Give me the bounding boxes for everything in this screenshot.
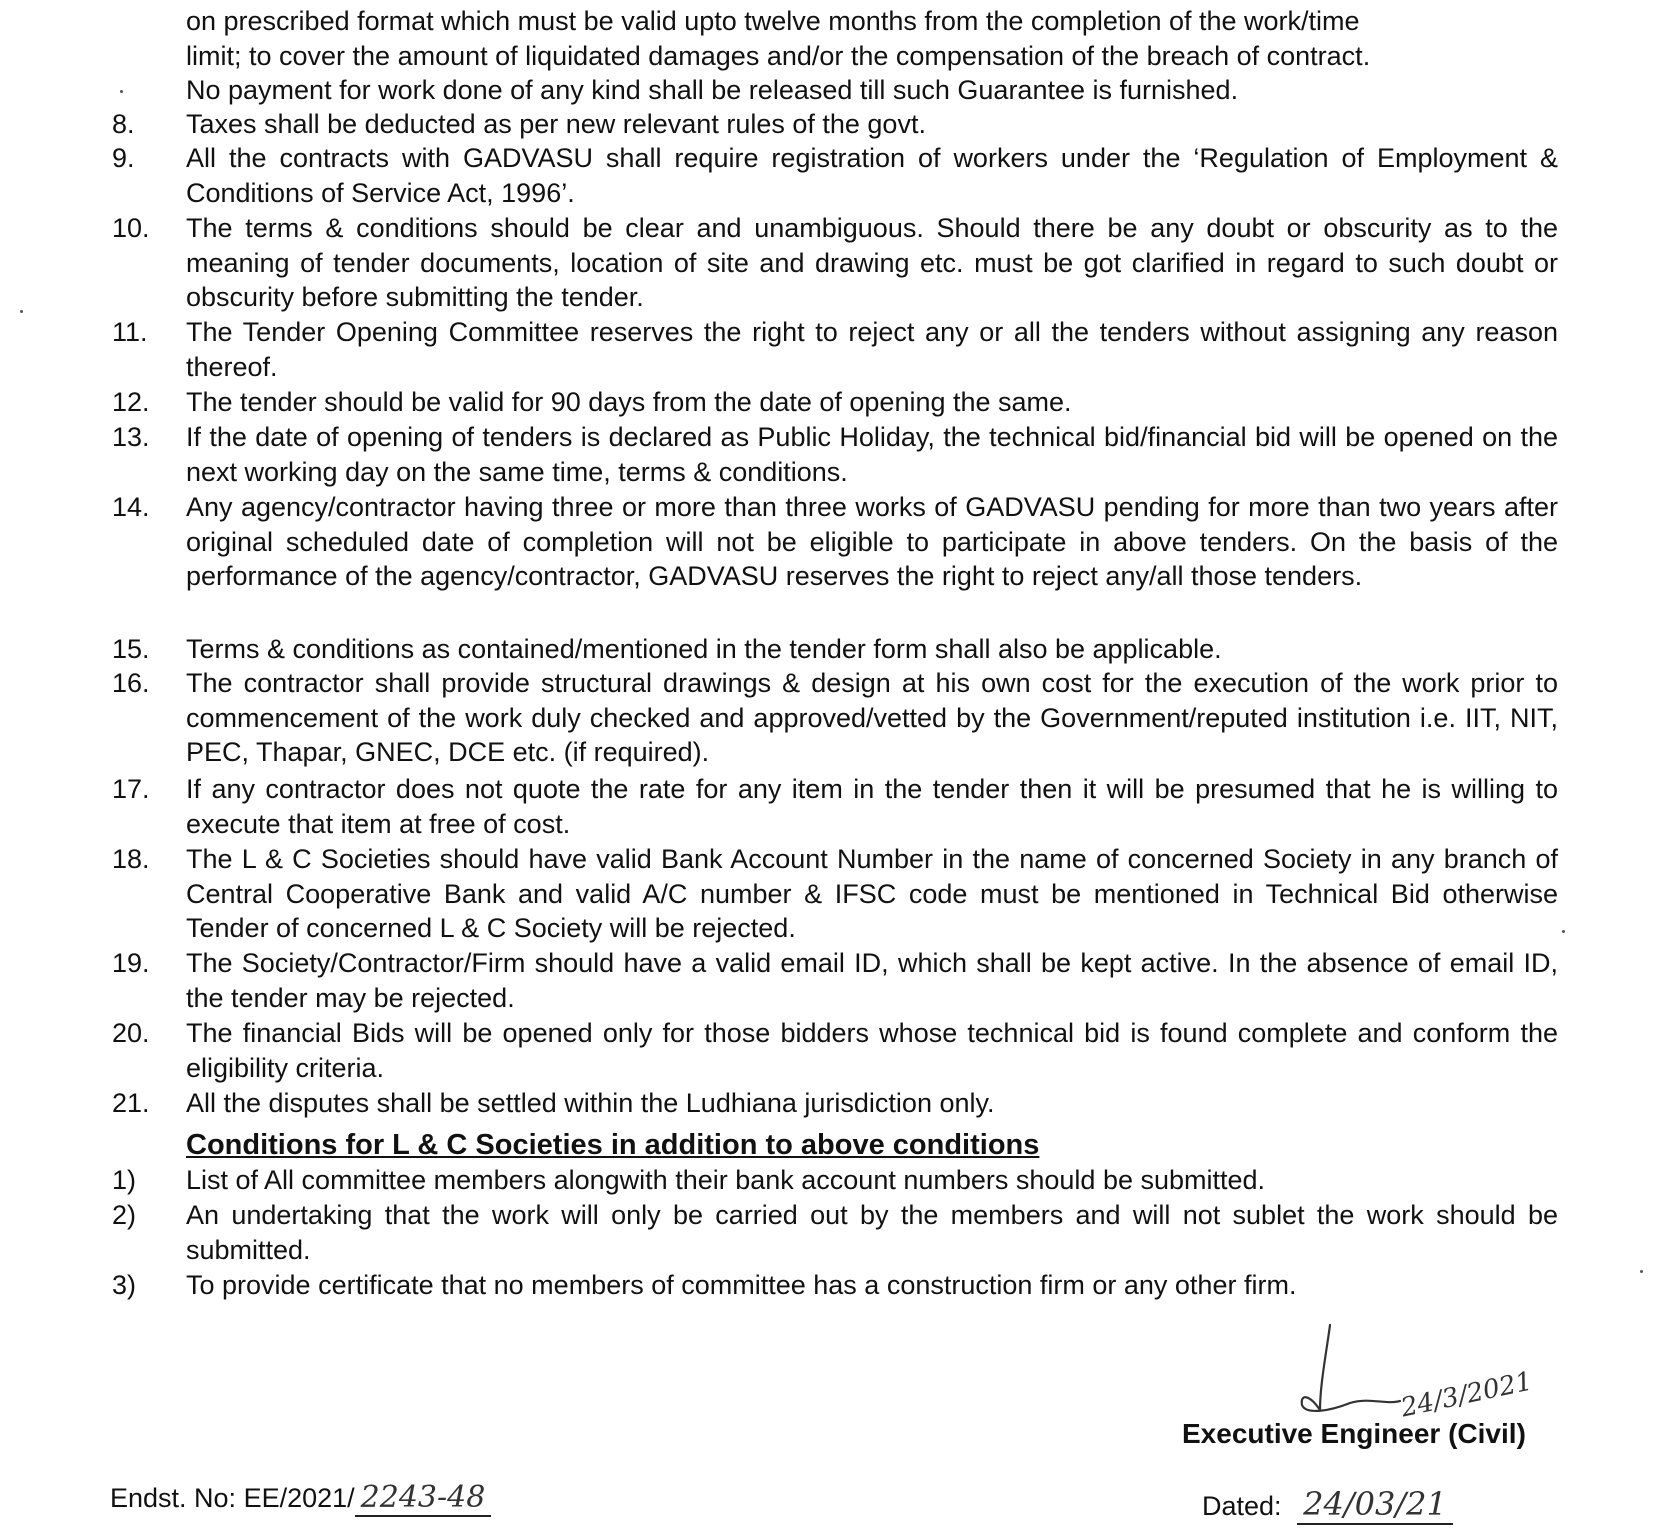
condition-number: 1) xyxy=(112,1165,137,1195)
clause-text: The financial Bids will be opened only for those bidders whose technical bid is found complete and conform the eligibility criteria. xyxy=(186,1018,1558,1083)
clause-number: 17. xyxy=(112,774,150,804)
clause-text: Terms & conditions as contained/mentioned in the tender form shall also be applicable. xyxy=(186,634,1222,664)
clause-text: The Tender Opening Committee reserves the right to reject any or all the tenders without assigning any reason thereof. xyxy=(186,317,1558,382)
clause-number: 8. xyxy=(112,109,135,139)
clause-text: The L & C Societies should have valid Bank Account Number in the name of concerned Society in any branch of Central Cooperative Bank and valid A/C number & IFSC code must be mentioned in Technical Bid otherwise Tender of concerned L & C Society will be rejected. xyxy=(186,844,1558,943)
clause-number: 21. xyxy=(112,1088,150,1118)
signature-date: 24/3/2021 xyxy=(1398,1366,1535,1424)
clause-text: Taxes shall be deducted as per new relevant rules of the govt. xyxy=(186,109,926,139)
dated-field xyxy=(1202,1485,1453,1525)
clause-number: 18. xyxy=(112,844,150,874)
condition-text: List of All committee members alongwith their bank account numbers should be submitted. xyxy=(186,1165,1266,1195)
dated-handwritten-date: 24/03/21 xyxy=(1297,1485,1453,1525)
clause-number: 16. xyxy=(112,668,150,698)
scan-speck xyxy=(1562,930,1565,933)
endorsement-label: Endst. No: EE/2021/ xyxy=(110,1483,355,1513)
clause-number: 14. xyxy=(112,492,150,522)
clause-number: 9. xyxy=(112,143,135,173)
scan-speck xyxy=(1640,1270,1643,1273)
clause-number: 13. xyxy=(112,422,150,452)
clause-number: 12. xyxy=(112,387,150,417)
intro-line-3: No payment for work done of any kind shall be released till such Guarantee is furnished. xyxy=(186,75,1239,105)
condition-text: To provide certificate that no members of committee has a construction firm or any other firm. xyxy=(186,1270,1297,1300)
clause-number: 15. xyxy=(112,634,150,664)
clause-text: If any contractor does not quote the rate for any item in the tender then it will be presumed that he is willing to execute that item at free of cost. xyxy=(186,774,1558,839)
clause-text: All the disputes shall be settled within the Ludhiana jurisdiction only. xyxy=(186,1088,995,1118)
clause-text: If the date of opening of tenders is declared as Public Holiday, the technical bid/financial bid will be opened on the next working day on the same time, terms & conditions. xyxy=(186,422,1558,487)
dated-label: Dated: xyxy=(1202,1491,1282,1521)
scan-speck xyxy=(120,90,123,93)
scan-speck xyxy=(20,310,23,313)
society-conditions-heading: Conditions for L & C Societies in addition to above conditions xyxy=(186,1129,1040,1161)
clause-number: 10. xyxy=(112,213,150,243)
clause-text: Any agency/contractor having three or more than three works of GADVASU pending for more than two years after original scheduled date of completion will not be eligible to participate in above tenders. On the basis of the performance of the agency/contractor, GADVASU reserves the right to reject any/all those tenders. xyxy=(186,492,1558,591)
clause-number: 19. xyxy=(112,948,150,978)
clause-text: The Society/Contractor/Firm should have a valid email ID, which shall be kept active. In the absence of email ID, the tender may be rejected. xyxy=(186,948,1558,1013)
clause-text: The terms & conditions should be clear and unambiguous. Should there be any doubt or obscurity as to the meaning of tender documents, location of site and drawing etc. must be got clarified in regard to such doubt or obscurity before submitting the tender. xyxy=(186,213,1558,312)
clause-text: The tender should be valid for 90 days from the date of opening the same. xyxy=(186,387,1072,417)
clause-text: The contractor shall provide structural drawings & design at his own cost for the execution of the work prior to commencement of the work duly checked and approved/vetted by the Government/reputed institution i.e. IIT, NIT, PEC, Thapar, GNEC, DCE etc. (if required). xyxy=(186,668,1558,767)
endorsement-handwritten-number: 2243-48 xyxy=(355,1480,492,1517)
condition-number: 3) xyxy=(112,1270,137,1300)
intro-line-1: on prescribed format which must be valid upto twelve months from the completion of the work/time xyxy=(186,6,1360,36)
clause-number: 11. xyxy=(112,317,148,347)
endorsement-number xyxy=(110,1480,491,1517)
signatory-title: Executive Engineer (Civil) xyxy=(1182,1418,1526,1449)
clause-number: 20. xyxy=(112,1018,150,1048)
condition-number: 2) xyxy=(112,1200,137,1230)
intro-line-2: limit; to cover the amount of liquidated damages and/or the compensation of the breach of contract. xyxy=(186,41,1371,71)
condition-text: An undertaking that the work will only be carried out by the members and will not sublet the work should be submitted. xyxy=(186,1200,1558,1265)
clause-text: All the contracts with GADVASU shall require registration of workers under the ‘Regulation of Employment & Conditions of Service Act, 1996’. xyxy=(186,143,1558,208)
